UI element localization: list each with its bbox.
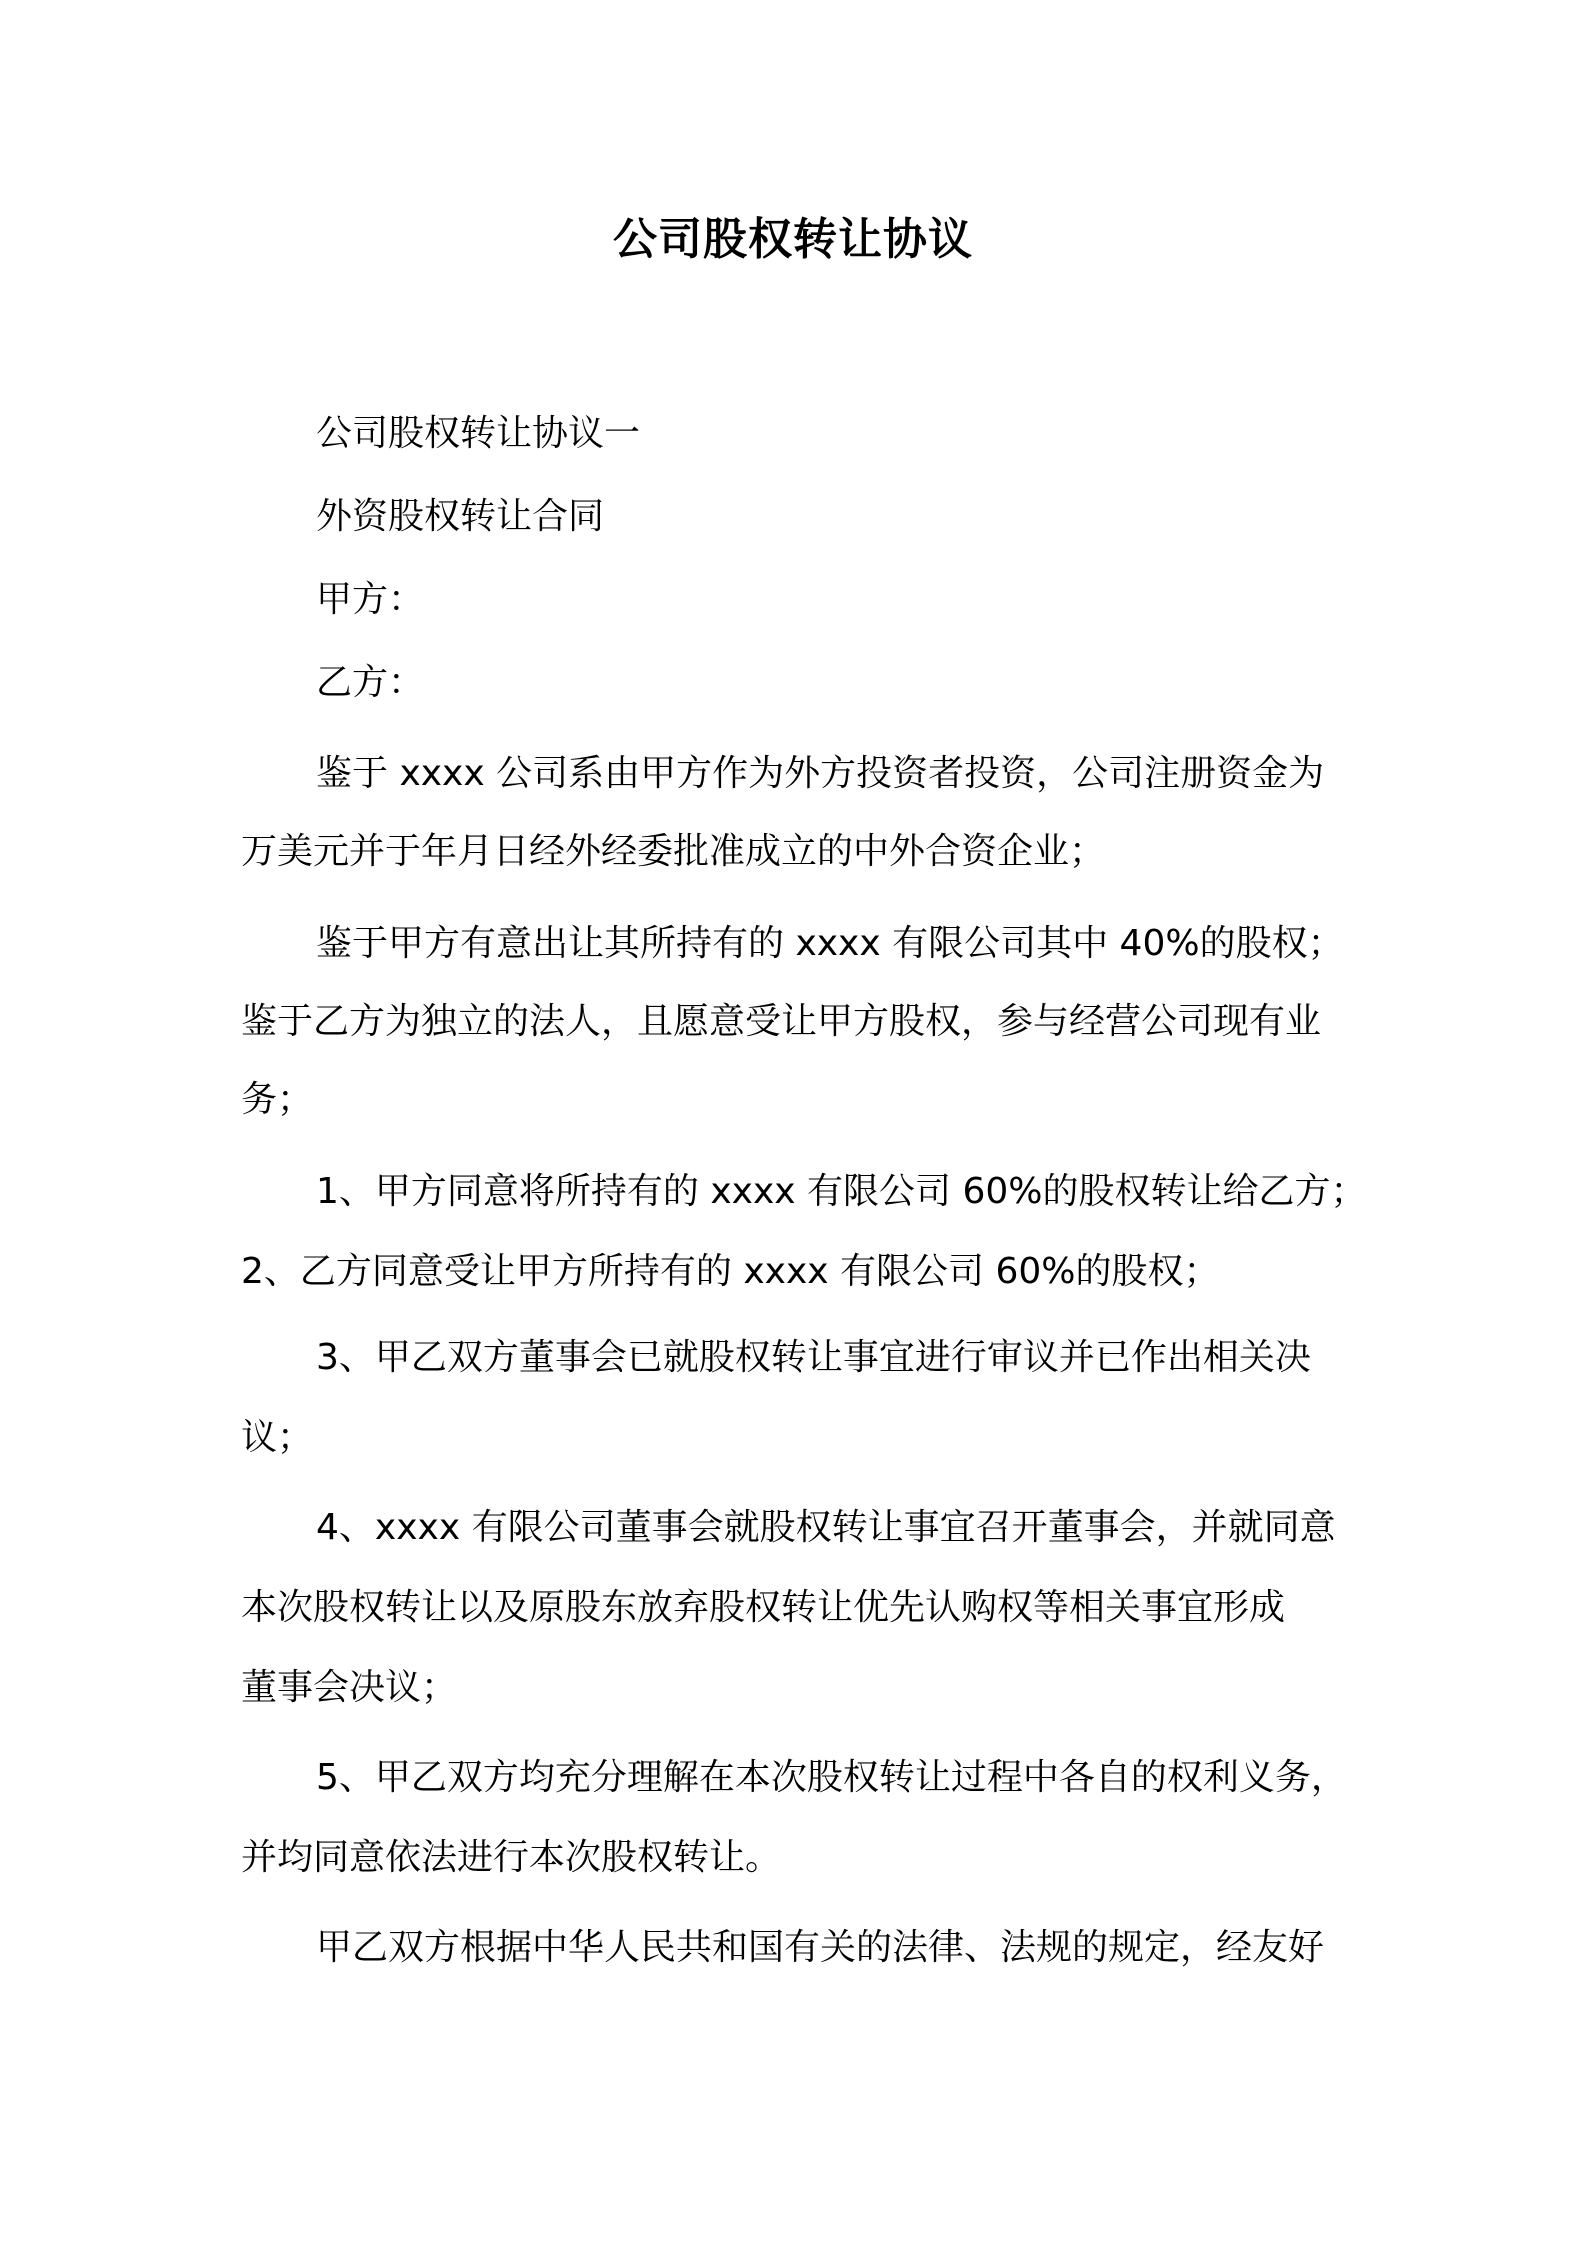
- document-title: 公司股权转让协议: [613, 214, 973, 265]
- recital-2-line-1: 鉴于甲方有意出让其所持有的 xxxx 有限公司其中 40%的股权；: [316, 923, 1344, 964]
- recital-1-line-1: 鉴于 xxxx 公司系由甲方作为外方投资者投资，公司注册资金为: [316, 753, 1325, 794]
- recital-3-line-2: 务；: [241, 1079, 314, 1120]
- clause-3-line-2: 议；: [241, 1417, 314, 1458]
- closing-paragraph-line-1: 甲乙双方根据中华人民共和国有关的法律、法规的规定，经友好: [316, 1927, 1325, 1968]
- heading-agreement-one: 公司股权转让协议一: [316, 413, 641, 454]
- recital-3-line-1: 鉴于乙方为独立的法人，且愿意受让甲方股权，参与经营公司现有业: [241, 1001, 1322, 1042]
- recital-1-line-2: 万美元并于年月日经外经委批准成立的中外合资企业；: [241, 831, 1106, 872]
- clause-3-line-1: 3、甲乙双方董事会已就股权转让事宜进行审议并已作出相关决: [316, 1337, 1311, 1378]
- clause-4-line-1: 4、xxxx 有限公司董事会就股权转让事宜召开董事会，并就同意: [316, 1507, 1336, 1548]
- party-a-label: 甲方：: [316, 579, 425, 620]
- clause-4-line-2: 本次股权转让以及原股东放弃股权转让优先认购权等相关事宜形成: [241, 1587, 1286, 1628]
- clause-5-line-1: 5、甲乙双方均充分理解在本次股权转让过程中各自的权利义务，: [316, 1757, 1347, 1798]
- clause-2: 2、乙方同意受让甲方所持有的 xxxx 有限公司 60%的股权；: [241, 1251, 1220, 1292]
- heading-contract: 外资股权转让合同: [316, 496, 605, 537]
- party-b-label: 乙方：: [316, 662, 425, 703]
- clause-4-line-3: 董事会决议；: [241, 1667, 458, 1708]
- clause-5-line-2: 并均同意依法进行本次股权转让。: [241, 1837, 782, 1878]
- clause-1: 1、甲方同意将所持有的 xxxx 有限公司 60%的股权转让给乙方；: [316, 1171, 1367, 1212]
